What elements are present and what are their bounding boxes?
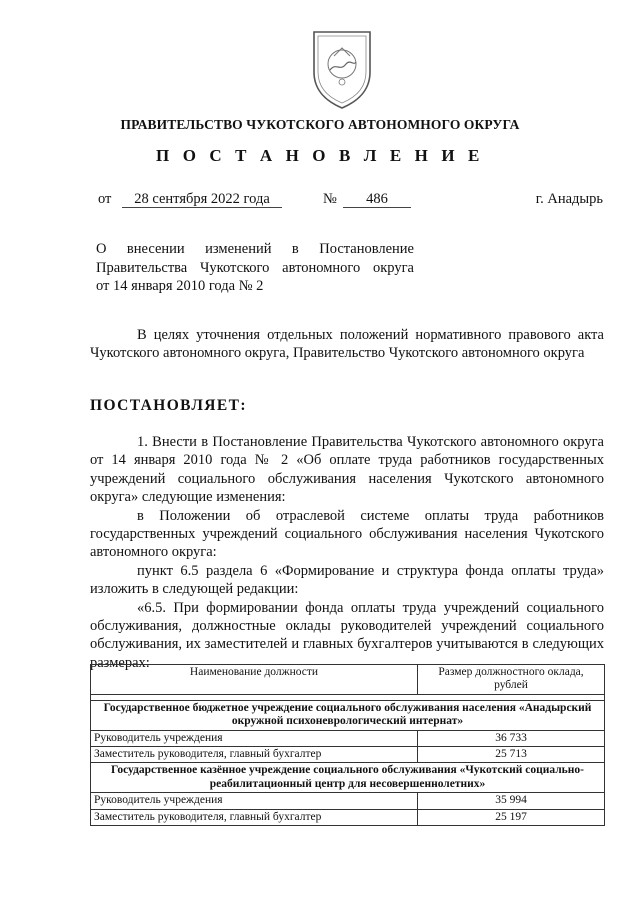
salary-cell: 25 197 xyxy=(418,809,605,825)
decree-date: 28 сентября 2022 года xyxy=(122,191,282,208)
paragraph-4: «6.5. При формировании фонда оплаты труда учреждений социального обслуживания, должностные оклады руководителей учреждений социального обслуживания, их заместителей и главных бухгалтеров учитываются в следующих размерах: xyxy=(90,599,604,671)
paragraph-2: в Положении об отраслевой системе оплаты труда работников государственных учреждений социального обслуживания населения Чукотского автономного округа: xyxy=(90,507,604,561)
column-header-position: Наименование должности xyxy=(91,665,418,695)
position-cell: Заместитель руководителя, главный бухгалтер xyxy=(91,809,418,825)
coat-of-arms-icon xyxy=(306,26,378,110)
group-title: Государственное бюджетное учреждение социального обслуживания населения «Анадырский окружной психоневрологический интернат» xyxy=(91,700,605,730)
paragraph-1: 1. Внести в Постановление Правительства Чукотского автономного округа от 14 января 2010 года № 2 «Об оплате труда работников государственных учреждений социального обслуживания населения Чукотского автономного округа» следующие изменения: xyxy=(90,434,604,506)
subject-line: О внесении изменений в Постановление xyxy=(96,241,414,257)
resolves-heading: ПОСТАНОВЛЯЕТ: xyxy=(90,397,247,414)
from-label: от xyxy=(98,191,112,207)
salary-cell: 35 994 xyxy=(418,793,605,809)
preamble: В целях уточнения отдельных положений нормативного правового акта Чукотского автономного округа, Правительство Чукотского автономного округа xyxy=(90,327,604,362)
government-name: ПРАВИТЕЛЬСТВО ЧУКОТСКОГО АВТОНОМНОГО ОКРУГА xyxy=(120,117,520,132)
paragraph-3: пункт 6.5 раздела 6 «Формирование и структура фонда оплаты труда» изложить в следующей редакции: xyxy=(90,562,604,598)
number-label: № xyxy=(323,191,337,207)
subject-line: от 14 января 2010 года № 2 xyxy=(96,278,264,294)
table-row xyxy=(91,730,605,746)
position-cell: Руководитель учреждения xyxy=(91,793,418,809)
table-row xyxy=(91,809,605,825)
column-header-salary: Размер должностного оклада, рублей xyxy=(418,665,605,695)
position-cell: Руководитель учреждения xyxy=(91,730,418,746)
salary-table xyxy=(90,664,605,826)
place: г. Анадырь xyxy=(535,191,603,207)
decree-number: 486 xyxy=(343,191,411,208)
subject-line: Правительства Чукотского автономного округа xyxy=(96,259,414,276)
table-row xyxy=(91,793,605,809)
group-row xyxy=(91,763,605,793)
salary-cell: 25 713 xyxy=(418,747,605,763)
decree-subject xyxy=(96,240,414,296)
group-title: Государственное казённое учреждение социального обслуживания «Чукотский социально-реабилитационный центр для несовершеннолетних» xyxy=(91,763,605,793)
position-cell: Заместитель руководителя, главный бухгалтер xyxy=(91,747,418,763)
salary-cell: 36 733 xyxy=(418,730,605,746)
group-row xyxy=(91,700,605,730)
table-header-row xyxy=(91,665,605,695)
decree-title: П О С Т А Н О В Л Е Н И Е xyxy=(156,146,484,165)
table-row xyxy=(91,747,605,763)
